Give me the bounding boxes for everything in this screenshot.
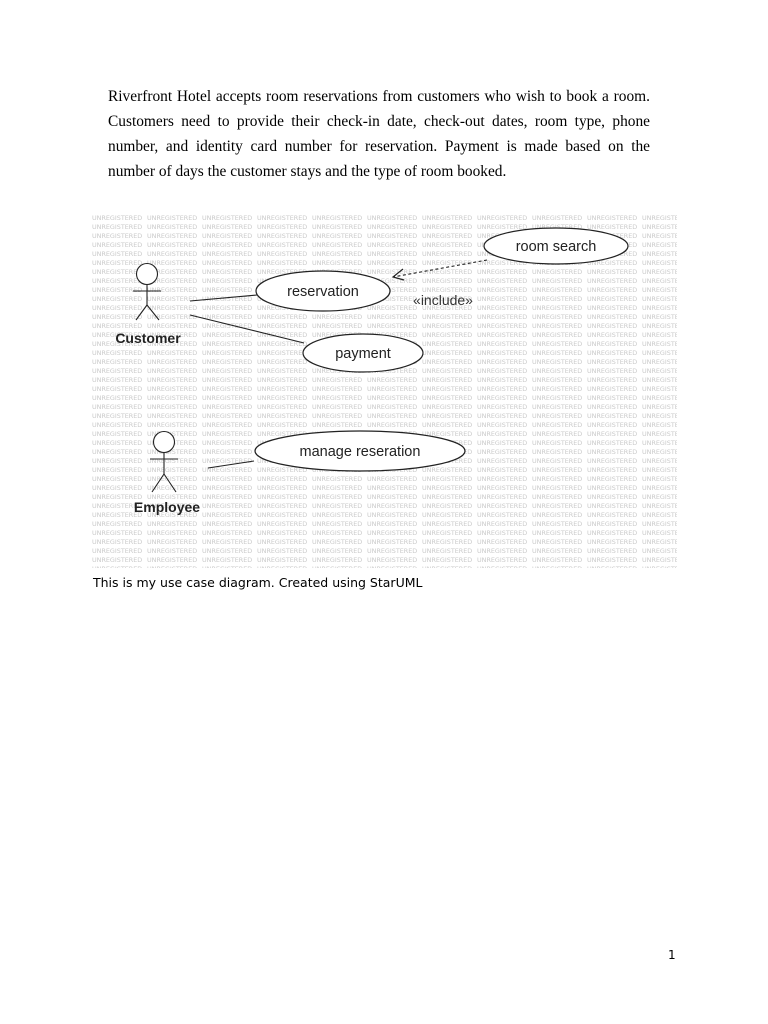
customer-actor-head bbox=[137, 264, 158, 285]
body-paragraph: Riverfront Hotel accepts room reservations from customers who wish to book a room. Customers need to provide their check-in date, check-out dates, room type, phone number, and identity card number for reservation. Payment is made based on the number of days the customer stays and the type of room booked. bbox=[108, 88, 650, 180]
employee-actor-label: Employee bbox=[133, 499, 201, 515]
employee-actor-head bbox=[154, 432, 175, 453]
figure-caption: This is my use case diagram. Created using StarUML bbox=[93, 575, 423, 590]
use-case-diagram bbox=[92, 212, 677, 568]
customer-actor-label: Customer bbox=[115, 330, 181, 346]
include-stereotype-label: «include» bbox=[413, 292, 473, 308]
use-case-diagram-svg bbox=[92, 212, 677, 568]
use-case-payment-label: payment bbox=[335, 346, 391, 362]
use-case-reservation-label: reservation bbox=[287, 284, 359, 300]
page-number: 1 bbox=[668, 948, 676, 962]
use-case-room-search-label: room search bbox=[515, 239, 597, 255]
use-case-manage-reservation-label: manage reseration bbox=[299, 444, 421, 460]
